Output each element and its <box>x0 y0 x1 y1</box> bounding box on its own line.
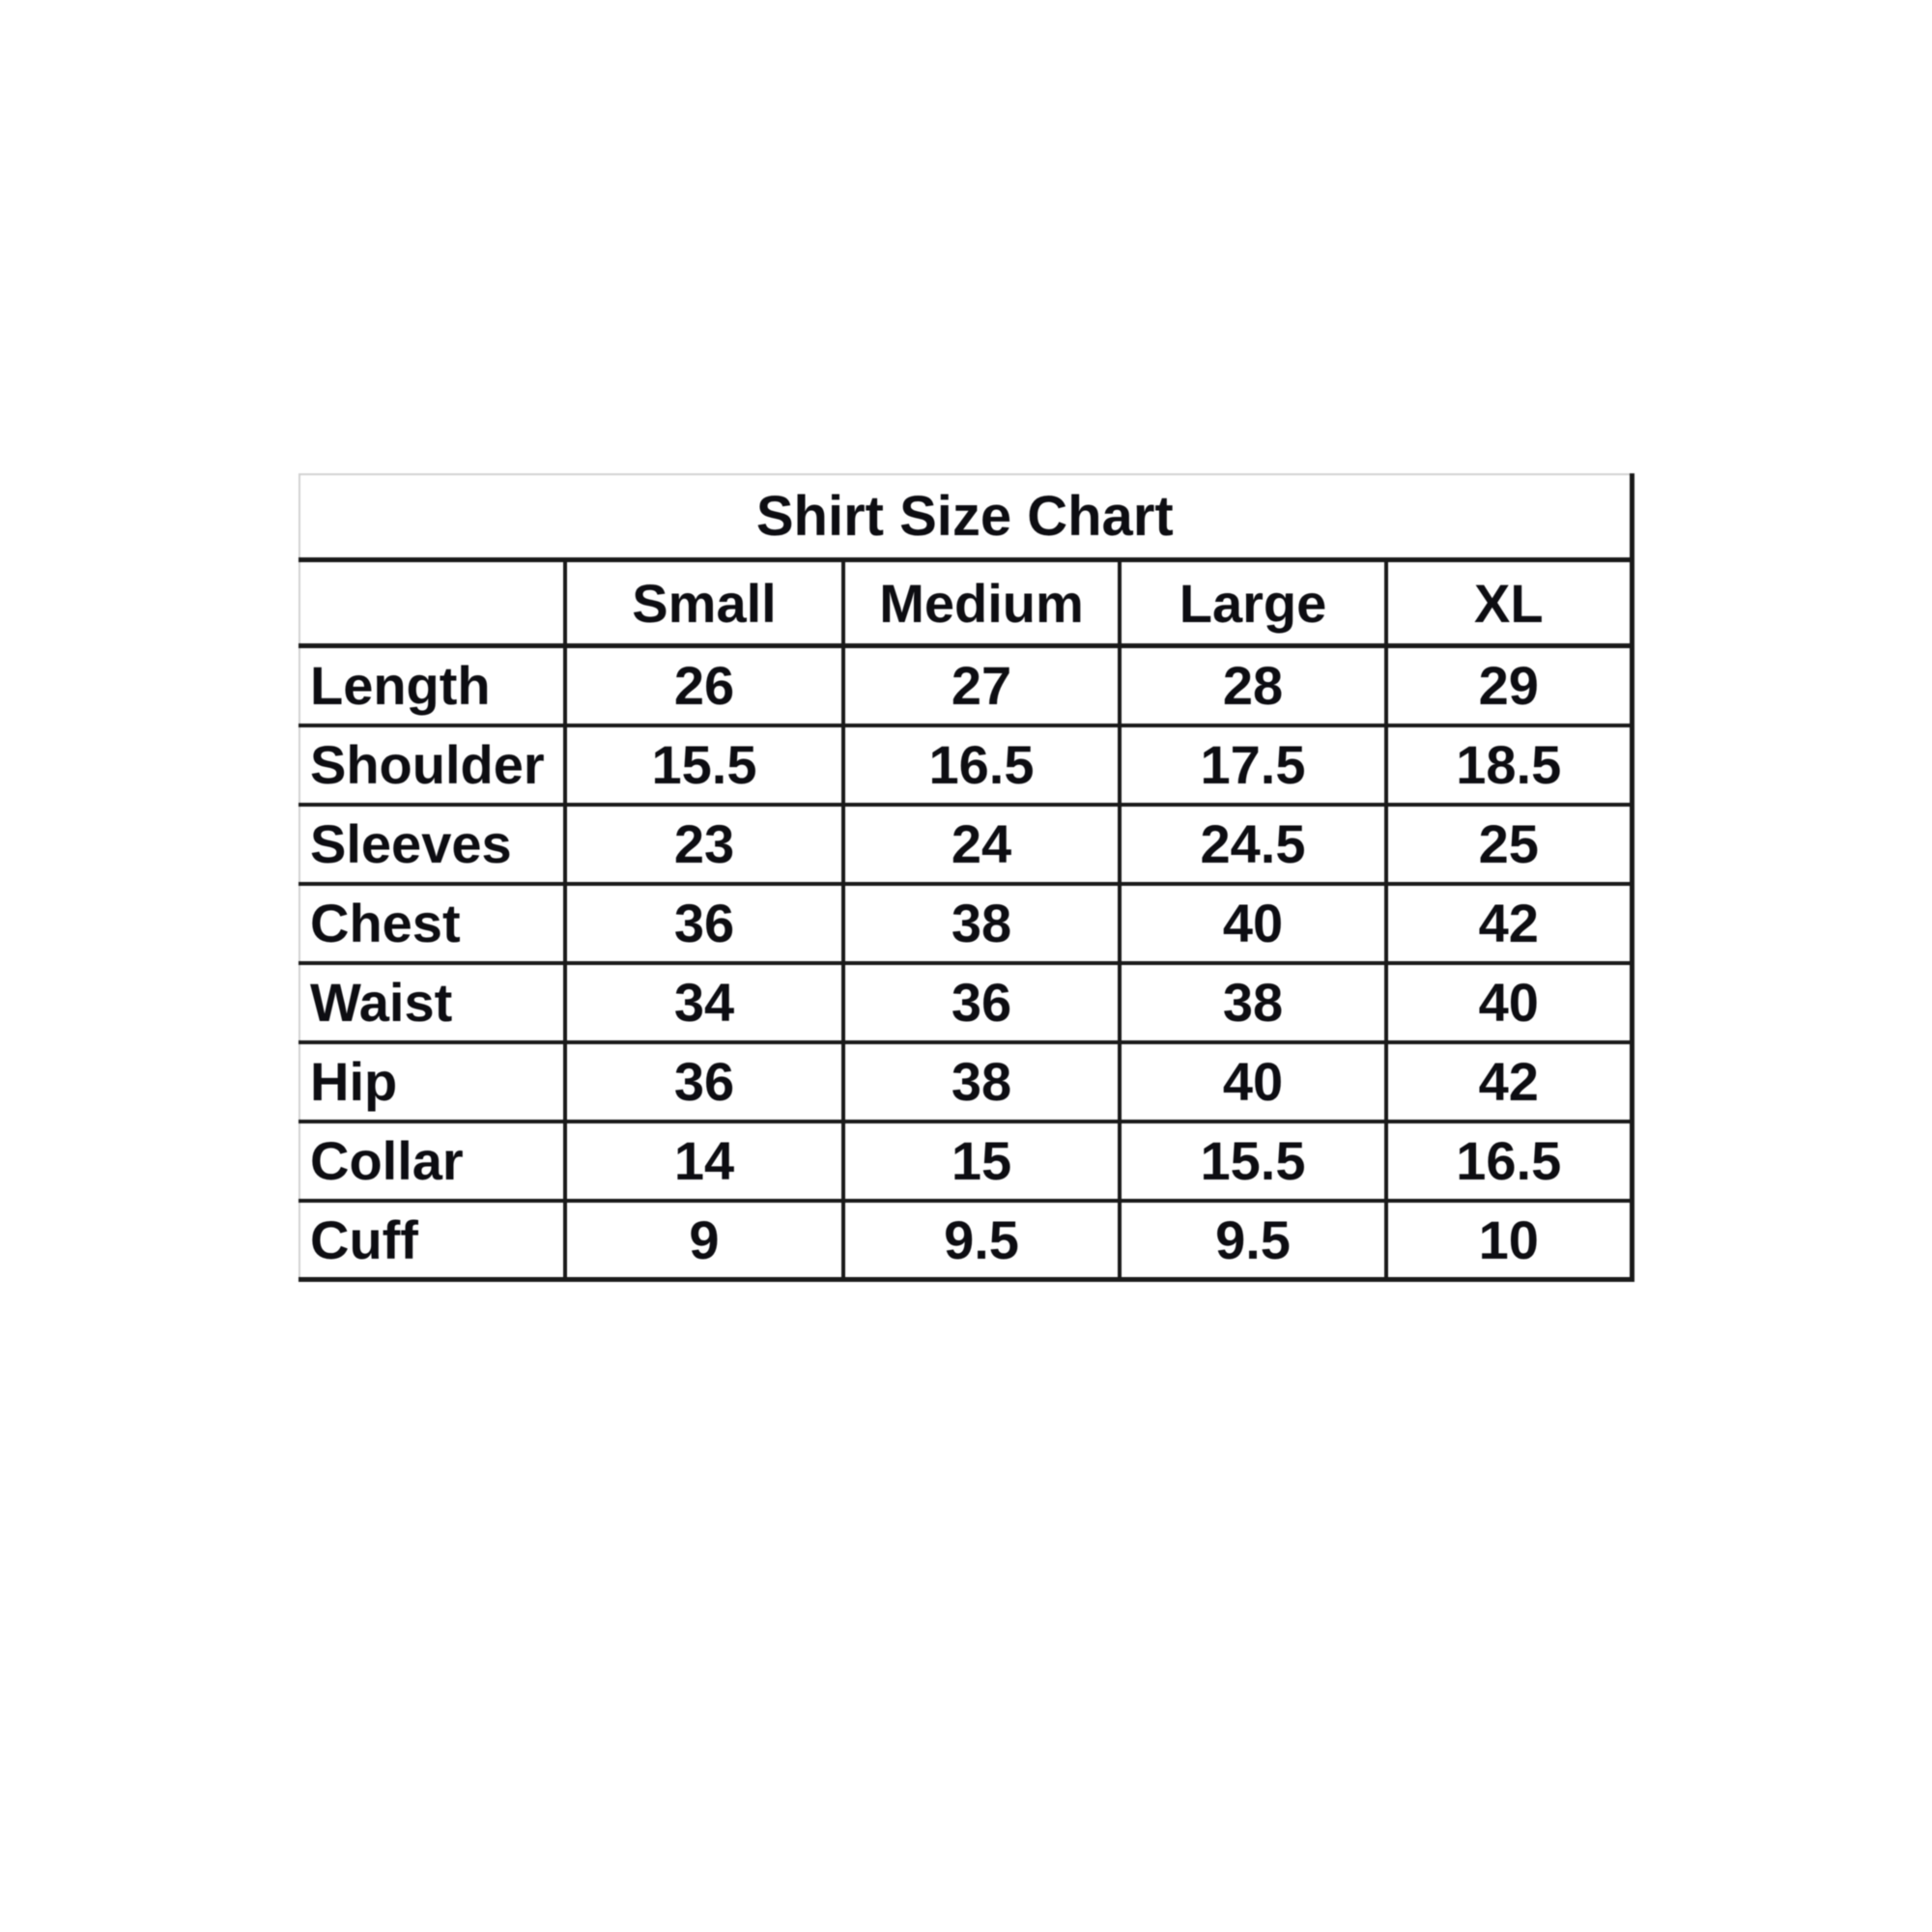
cell-chest-small: 36 <box>565 884 843 963</box>
table-row <box>299 963 1632 1042</box>
table-row <box>299 884 1632 963</box>
column-header-small: Small <box>565 560 843 646</box>
cell-waist-medium: 36 <box>843 963 1120 1042</box>
row-label-cuff: Cuff <box>299 1201 565 1280</box>
row-label-length: Length <box>310 655 491 717</box>
cell-chest-xl: 42 <box>1386 884 1632 963</box>
corner-cell <box>299 560 565 646</box>
cell-collar-large: 15.5 <box>1120 1122 1386 1201</box>
row-label-collar: Collar <box>299 1122 565 1201</box>
column-header-medium: Medium <box>843 560 1120 646</box>
cell-shoulder-large: 17.5 <box>1120 725 1386 805</box>
cell-length-small: 26 <box>565 646 843 725</box>
cell-length-large: 28 <box>1120 646 1386 725</box>
cell-cuff-medium: 9.5 <box>843 1201 1120 1280</box>
cell-hip-xl: 42 <box>1386 1042 1632 1122</box>
row-label-shoulder: Shoulder <box>299 725 565 805</box>
cell-shoulder-small: 15.5 <box>565 725 843 805</box>
table-body <box>299 646 1632 1280</box>
cell-cuff-small: 9 <box>565 1201 843 1280</box>
cell-shoulder-medium: 16.5 <box>843 725 1120 805</box>
cell-length-xl: 29 <box>1386 646 1632 725</box>
table-row <box>299 1201 1632 1280</box>
cell-collar-small: 14 <box>565 1122 843 1201</box>
cell-collar-xl: 16.5 <box>1386 1122 1632 1201</box>
table-row <box>299 1042 1632 1122</box>
table-row <box>299 805 1632 884</box>
cell-sleeves-medium: 24 <box>843 805 1120 884</box>
column-header-xl: XL <box>1386 560 1632 646</box>
cell-chest-large: 40 <box>1120 884 1386 963</box>
cell-collar-medium: 15 <box>843 1122 1120 1201</box>
shirt-size-table <box>298 473 1634 1282</box>
cell-length-medium: 27 <box>843 646 1120 725</box>
cell-waist-small: 34 <box>565 963 843 1042</box>
table-header-row <box>299 560 1632 646</box>
cell-sleeves-large: 24.5 <box>1120 805 1386 884</box>
cell-waist-xl: 40 <box>1386 963 1632 1042</box>
table-row <box>299 725 1632 805</box>
table-title: Shirt Size Chart <box>299 474 1632 560</box>
table-row <box>299 646 1632 725</box>
row-label-hip: Hip <box>299 1042 565 1122</box>
table-title-row <box>299 474 1632 560</box>
table-row <box>299 1122 1632 1201</box>
cell-cuff-xl: 10 <box>1386 1201 1632 1280</box>
cell-cuff-large: 9.5 <box>1120 1201 1386 1280</box>
cell-waist-large: 38 <box>1120 963 1386 1042</box>
row-label-chest: Chest <box>299 884 565 963</box>
cell-sleeves-small: 23 <box>565 805 843 884</box>
column-header-large: Large <box>1120 560 1386 646</box>
cell-shoulder-xl: 18.5 <box>1386 725 1632 805</box>
cell-chest-medium: 38 <box>843 884 1120 963</box>
cell-hip-small: 36 <box>565 1042 843 1122</box>
row-label-sleeves: Sleeves <box>299 805 565 884</box>
cell-hip-large: 40 <box>1120 1042 1386 1122</box>
cell-hip-medium: 38 <box>843 1042 1120 1122</box>
row-label-waist: Waist <box>299 963 565 1042</box>
cell-sleeves-xl: 25 <box>1386 805 1632 884</box>
